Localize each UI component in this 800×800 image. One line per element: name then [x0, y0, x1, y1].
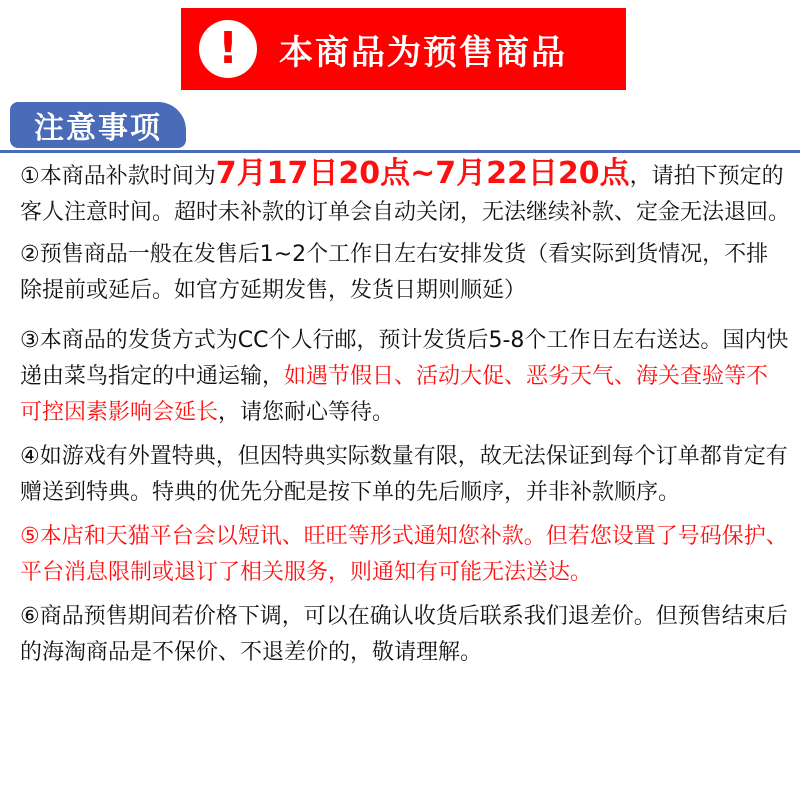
exclamation-icon: !	[199, 20, 257, 78]
section-divider	[0, 150, 800, 153]
note-1	[20, 156, 790, 231]
note-1-suffix: ，请拍下预定的客人注意时间。超时未补款的订单会自动关闭，无法继续补款、定金无法退回。	[20, 164, 791, 225]
note-3-prefix: ③本商品的发货方式为CC个人行邮，预计发货后5-8个工作日左右送达。国内快递由菜鸟指定的中通运输，	[20, 328, 789, 389]
note-4: ④如游戏有外置特典，但因特典实际数量有限，故无法保证到每个订单都肯定有赠送到特典。特典的优先分配是按下单的先后顺序，并非补款顺序。	[20, 444, 788, 505]
section-title: 注意事项	[10, 102, 186, 148]
payment-period: 7月17日20点~7月22日20点	[215, 156, 630, 191]
note-2: ②预售商品一般在发售后1~2个工作日左右安排发货（看实际到货情况，不排除提前或延后。如官方延期发售，发货日期则顺延）	[20, 242, 769, 303]
banner-title: 本商品为预售商品	[279, 32, 567, 73]
notes-list	[20, 156, 790, 671]
note-5: ⑤本店和天猫平台会以短讯、旺旺等形式通知您补款。但若您设置了号码保护、平台消息限制或退订了相关服务，则通知有可能无法送达。	[20, 524, 788, 585]
note-6: ⑥商品预售期间若价格下调，可以在确认收货后联系我们退差价。但预售结束后的海淘商品是不保价、不退差价的，敬请理解。	[20, 604, 788, 665]
delay-warning: 如遇节假日、活动大促、恶劣天气、海关查验等不可控因素影响会延长	[20, 364, 769, 425]
note-3	[20, 323, 790, 431]
note-1-prefix: ①本商品补款时间为	[20, 164, 216, 189]
note-3-suffix: ，请您耐心等待。	[218, 400, 395, 425]
presale-banner	[181, 8, 626, 90]
